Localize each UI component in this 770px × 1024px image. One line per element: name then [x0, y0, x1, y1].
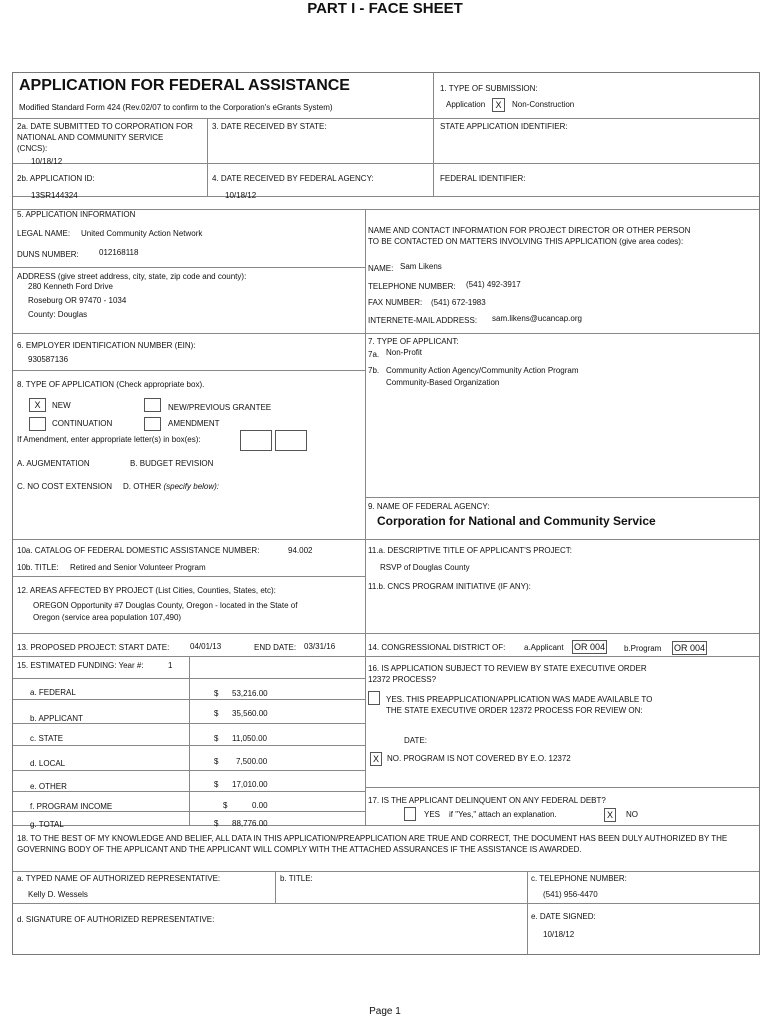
funding-row-currency: $ [214, 709, 219, 718]
ein-value: 930587136 [28, 355, 69, 364]
address-label: ADDRESS (give street address, city, state, zip code and county): [17, 272, 247, 281]
form-subtitle: Modified Standard Form 424 (Rev.02/07 to confirm to the Corporation's eGrants System) [19, 103, 333, 112]
program-initiative-label: 11.b. CNCS PROGRAM INITIATIVE (IF ANY): [368, 582, 531, 591]
applicant-7b-value: Community-Based Organization [386, 378, 500, 387]
amendment-checkbox[interactable] [144, 417, 161, 431]
legal-name-label: LEGAL NAME: [17, 229, 71, 238]
funding-row-currency: $ [223, 801, 228, 810]
address-line: County: Douglas [28, 310, 88, 319]
funding-row-amount: 0.00 [252, 801, 268, 810]
date-received-fed-value: 10/18/12 [225, 191, 257, 200]
new-previous-label: NEW/PREVIOUS GRANTEE [168, 403, 272, 412]
new-label: NEW [52, 401, 71, 410]
date-submitted-value: 10/18/12 [31, 157, 63, 166]
catalog-number-value: 94.002 [288, 546, 313, 555]
start-date-value: 04/01/13 [190, 642, 222, 651]
state-application-id-label: STATE APPLICATION IDENTIFIER: [440, 122, 568, 131]
project-title-label: 11.a. DESCRIPTIVE TITLE OF APPLICANT'S PROJECT: [368, 546, 572, 555]
page-number: Page 1 [369, 1006, 401, 1017]
address-line: 280 Kenneth Ford Drive [28, 282, 113, 291]
project-title-value: RSVP of Douglas County [380, 563, 470, 572]
rep-title-label: b. TITLE: [280, 874, 313, 883]
option-other-prefix: D. OTHER [123, 482, 164, 491]
funding-row-amount: 11,050.00 [232, 734, 267, 743]
end-date-label: END DATE: [254, 643, 297, 652]
option-augmentation: A. AUGMENTATION [17, 459, 90, 468]
amendment-letter-box-2[interactable] [275, 430, 307, 451]
funding-row-currency: $ [214, 734, 219, 743]
rep-name-value: Kelly D. Wessels [28, 890, 88, 899]
type-of-submission-label: 1. TYPE OF SUBMISSION: [440, 84, 538, 93]
funding-row-amount: 35,560.00 [232, 709, 268, 718]
delinquent-yes-note: if "Yes," attach an explanation. [449, 810, 557, 819]
telephone-label: TELEPHONE NUMBER: [368, 282, 456, 291]
contact-name-label: NAME: [368, 264, 394, 273]
address-line: Roseburg OR 97470 - 1034 [28, 296, 127, 305]
delinquent-no-label: NO [626, 810, 638, 819]
email-label: INTERNETE-MAIL ADDRESS: [368, 316, 478, 325]
option-other [123, 482, 219, 491]
district-program-label: b.Program [624, 644, 662, 653]
delinquent-yes-label: YES [424, 810, 441, 819]
federal-agency-name: Corporation for National and Community Service [377, 514, 656, 528]
non-construction-label: Non-Construction [512, 100, 575, 109]
page-title: PART I - FACE SHEET [307, 0, 463, 17]
federal-agency-label: 9. NAME OF FEDERAL AGENCY: [368, 502, 490, 511]
application-label: Application [446, 100, 486, 109]
amendment-note: If Amendment, enter appropriate letter(s) in box(es): [17, 435, 201, 444]
contact-name-value: Sam Likens [400, 262, 442, 271]
application-id-label: 2b. APPLICATION ID: [17, 174, 95, 183]
date-received-fed-label: 4. DATE RECEIVED BY FEDERAL AGENCY: [212, 174, 374, 183]
fax-value: (541) 672-1983 [431, 298, 486, 307]
funding-row-currency: $ [214, 780, 219, 789]
delinquent-yes-checkbox[interactable] [404, 807, 416, 821]
funding-row-label: a. FEDERAL [30, 688, 76, 697]
applicant-7b-label: 7b. [368, 366, 380, 375]
new-checkbox[interactable]: X [29, 398, 46, 412]
rep-telephone-value: (541) 956-4470 [543, 890, 598, 899]
application-info-label: 5. APPLICATION INFORMATION [17, 210, 136, 219]
application-checkbox[interactable]: X [492, 98, 505, 112]
date-submitted-label: 2a. DATE SUBMITTED TO CORPORATION FOR NATIONAL AND COMMUNITY SERVICE (CNCS): [17, 122, 193, 153]
funding-row-currency: $ [214, 689, 219, 698]
applicant-7b-value: Community Action Agency/Community Action Program [386, 366, 579, 375]
rep-name-label: a. TYPED NAME OF AUTHORIZED REPRESENTATIVE: [17, 874, 221, 883]
funding-row-label: d. LOCAL [30, 759, 66, 768]
applicant-7a-value: Non-Profit [386, 348, 423, 357]
areas-affected-label: 12. AREAS AFFECTED BY PROJECT (List Cities, Counties, States, etc): [17, 586, 276, 595]
date-received-state-label: 3. DATE RECEIVED BY STATE: [212, 122, 327, 131]
funding-row-currency: $ [214, 757, 219, 766]
fax-label: FAX NUMBER: [368, 298, 423, 307]
signature-label: d. SIGNATURE OF AUTHORIZED REPRESENTATIVE: [17, 915, 215, 924]
funding-row-label: c. STATE [30, 734, 64, 743]
telephone-value: (541) 492-3917 [466, 280, 521, 289]
congressional-district-label: 14. CONGRESSIONAL DISTRICT OF: [368, 643, 506, 652]
district-applicant-value[interactable]: OR 004 [573, 642, 606, 652]
review-date-label: DATE: [404, 736, 427, 745]
catalog-title-label: 10b. TITLE: [17, 563, 59, 572]
continuation-checkbox[interactable] [29, 417, 46, 431]
delinquent-no-checkbox[interactable]: X [604, 808, 616, 822]
end-date-value: 03/31/16 [304, 642, 336, 651]
funding-row-amount: 17,010.00 [232, 780, 268, 789]
application-id-value: 13SR144324 [31, 191, 78, 200]
federal-identifier-label: FEDERAL IDENTIFIER: [440, 174, 526, 183]
delinquent-debt-label: 17. IS THE APPLICANT DELINQUENT ON ANY FEDERAL DEBT? [368, 796, 606, 805]
email-value: sam.likens@ucancap.org [492, 314, 582, 323]
catalog-title-value: Retired and Senior Volunteer Program [70, 563, 206, 572]
proposed-project-label: 13. PROPOSED PROJECT: START DATE: [17, 643, 170, 652]
form-title: APPLICATION FOR FEDERAL ASSISTANCE [19, 77, 350, 94]
legal-name-value: United Community Action Network [81, 229, 203, 238]
applicant-7a-label: 7a. [368, 350, 380, 359]
duns-label: DUNS NUMBER: [17, 250, 79, 259]
review-no-text: NO. PROGRAM IS NOT COVERED BY E.O. 12372 [387, 754, 571, 763]
funding-row-amount: 7,500.00 [236, 757, 268, 766]
option-other-specify: (specify below): [163, 482, 220, 491]
funding-year-value: 1 [168, 661, 173, 670]
option-budget-revision: B. BUDGET REVISION [130, 459, 214, 468]
review-no-checkbox[interactable]: X [370, 752, 382, 766]
funding-row-currency: $ [214, 819, 219, 828]
review-yes-checkbox[interactable] [368, 691, 380, 705]
continuation-label: CONTINUATION [52, 419, 113, 428]
duns-value: 012168118 [99, 248, 139, 257]
ein-label: 6. EMPLOYER IDENTIFICATION NUMBER (EIN): [17, 341, 196, 350]
funding-row-amount: 53,216.00 [232, 689, 268, 698]
district-applicant-label: a.Applicant [524, 643, 564, 652]
funding-row-label: g. TOTAL [30, 820, 64, 829]
date-signed-label: e. DATE SIGNED: [531, 912, 596, 921]
option-no-cost-extension: C. NO COST EXTENSION [17, 482, 112, 491]
date-signed-value: 10/18/12 [543, 930, 575, 939]
areas-affected-line: OREGON Opportunity #7 Douglas County, Oregon - located in the State of [33, 601, 298, 610]
type-of-application-label: 8. TYPE OF APPLICATION (Check appropriate box). [17, 380, 205, 389]
rep-telephone-label: c. TELEPHONE NUMBER: [531, 874, 627, 883]
certification-text: 18. TO THE BEST OF MY KNOWLEDGE AND BELIEF, ALL DATA IN THIS APPLICATION/PREAPPLICATION ARE TRUE AND CORRECT, THE DOCUMENT HAS BEEN DULY AUTHORIZED BY THE GOVERNING BODY OF THE APPLICANT AND THE APPLICANT WILL COMPLY WITH THE ATTACHED ASSURANCES IF THE ASSISTANCE IS AWARDED. [17, 834, 728, 854]
funding-row-amount: 88,776.00 [232, 819, 268, 828]
state-review-label: 16. IS APPLICATION SUBJECT TO REVIEW BY STATE EXECUTIVE ORDER 12372 PROCESS? [368, 664, 647, 684]
contact-info-label: NAME AND CONTACT INFORMATION FOR PROJECT DIRECTOR OR OTHER PERSON TO BE CONTACTED ON MATTERS INVOLVING THIS APPLICATION (give area codes): [368, 226, 691, 246]
areas-affected-line: Oregon (service area population 107,490) [33, 613, 182, 622]
type-of-applicant-label: 7. TYPE OF APPLICANT: [368, 337, 459, 346]
new-previous-checkbox[interactable] [144, 398, 161, 412]
funding-row-label: b. APPLICANT [30, 714, 83, 723]
district-program-value[interactable]: OR 004 [673, 643, 706, 653]
funding-row-label: e. OTHER [30, 782, 67, 791]
estimated-funding-label: 15. ESTIMATED FUNDING: Year #: [17, 661, 144, 670]
review-yes-text: YES. THIS PREAPPLICATION/APPLICATION WAS MADE AVAILABLE TO THE STATE EXECUTIVE ORDER 12372 PROCESS FOR REVIEW ON: [386, 695, 653, 715]
catalog-number-label: 10a. CATALOG OF FEDERAL DOMESTIC ASSISTANCE NUMBER: [17, 546, 260, 555]
amendment-label: AMENDMENT [168, 419, 220, 428]
amendment-letter-box-1[interactable] [240, 430, 272, 451]
funding-row-label: f. PROGRAM INCOME [30, 802, 113, 811]
